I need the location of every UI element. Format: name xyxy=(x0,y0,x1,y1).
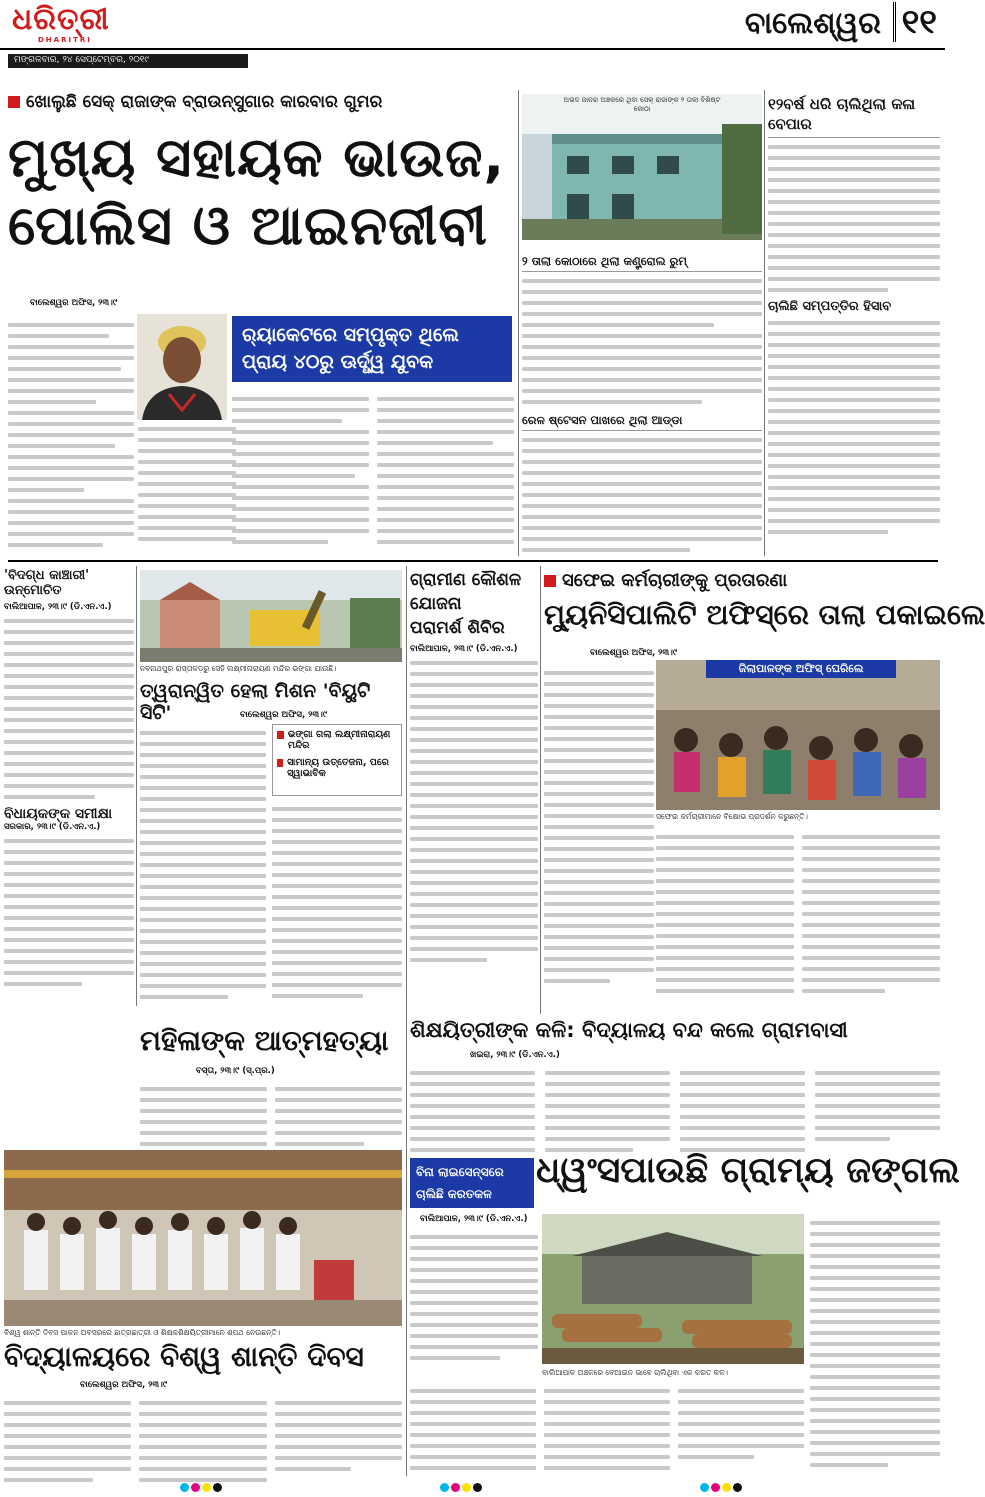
beauty-city-headline-text: ତ୍ୱରାନ୍ୱିତ ହେଲା ମିଶନ 'ବିୟୁଟି ସିଟି' xyxy=(140,680,371,724)
lead-kicker xyxy=(8,92,510,120)
municipal-body-col1 xyxy=(544,664,654,1016)
forest-tag-line2: ଚାଲିଛି କରତକଳ xyxy=(416,1187,492,1201)
side-column xyxy=(768,94,940,554)
school-headline-text: ଶିକ୍ଷୟିତ୍ରୀଙ୍କ କଳି: ବିଦ୍ୟାଳୟ ବନ୍ଦ କଲେ ଗ୍ରାମବାସୀ xyxy=(410,1018,848,1042)
red-square-icon xyxy=(8,96,20,108)
bidhu-dateline: ବାଲିଆପାଳ, ୨୩।୯ (ଡି.ଏନ.ଏ.) xyxy=(4,602,112,612)
cmyk-marks-icon xyxy=(440,1483,482,1492)
school-dateline-text: ଖଇରା, ୨୩।୯ (ଡି.ଏନ.ଏ.) xyxy=(470,1050,560,1060)
protest-caption-text: ସଫେଇ କର୍ମଚାରୀମାନେ ବିକ୍ଷୋଭ ପ୍ରଦର୍ଶନ କରୁଛନ୍ତି। xyxy=(656,812,808,821)
lead-bar-headline xyxy=(232,316,512,382)
peace-day-caption-text: ବିଶ୍ୱ ଶାନ୍ତି ଦିବସ ପାଳନ ଅବସରରେ ଛାତ୍ରଛାତ୍ରୀ ଓ ଶିକ୍ଷକଶିକ୍ଷୟିତ୍ରୀମାନେ ଶପଥ ନେଉଛନ୍ତି। xyxy=(4,1328,281,1337)
masthead xyxy=(0,0,945,50)
municipal-headline-text: ମ୍ୟୁନିସିପାଲିଟି ଅଫିସ୍‌ରେ ତାଲା ପକାଇଲେ xyxy=(544,598,985,631)
column-rule xyxy=(540,566,541,1014)
peace-day-caption xyxy=(4,1328,402,1340)
print-registration-marks xyxy=(0,1478,945,1497)
beauty-tag-1: ଭଙ୍ଗା ଗଲା ଲକ୍ଷ୍ମୀନାରାୟଣ ମନ୍ଦିର xyxy=(287,729,391,751)
page-number: ୧୧ xyxy=(893,2,937,42)
forest-dateline-text: ବାଲିଆପାଳ, ୨୩।୯ (ଡି.ଏନ.ଏ.) xyxy=(420,1214,528,1224)
suicide-body xyxy=(140,1080,402,1146)
protest-caption xyxy=(656,812,940,824)
gramin-headline-2: ଯୋଜନା xyxy=(410,594,462,614)
forest-body-col3 xyxy=(810,1214,940,1476)
gramin-dateline: ବାଲିଆପାଳ, ୨୩।୯ (ଡି.ଏନ.ଏ.) xyxy=(410,644,518,654)
lead-dateline xyxy=(30,298,230,310)
peace-day-dateline xyxy=(80,1380,230,1392)
column-rule xyxy=(406,566,407,1476)
newspaper-logo-sub: DHARITRI xyxy=(38,36,92,44)
forest-body-col2 xyxy=(410,1382,804,1476)
lead-body-col1b xyxy=(8,420,236,554)
suicide-dateline-text: ବସ୍ତା, ୨୩।୯ (ସ୍.ପ୍ର.) xyxy=(196,1066,275,1076)
protest-photo xyxy=(656,660,940,810)
forest-body-col1 xyxy=(410,1228,538,1368)
bidhu-headline-2: ଉନ୍ମୋଚିତ xyxy=(4,583,62,598)
peace-day-headline-text: ବିଦ୍ୟାଳୟରେ ବିଶ୍ୱ ଶାନ୍ତି ଦିବସ xyxy=(4,1340,364,1373)
forest-headline xyxy=(536,1150,960,1210)
lead-bar-line2: ପ୍ରାୟ ୪୦ରୁ ଊର୍ଦ୍ଧ୍ୱ ଯୁବକ xyxy=(242,351,434,373)
red-square-icon xyxy=(277,731,284,739)
beauty-dateline xyxy=(240,710,400,722)
control-room-section xyxy=(522,252,762,552)
bidhu-headline-1: 'ବିଦଗ୍ଧ କାଞ୍ଚାରୀ' xyxy=(4,568,90,583)
lead-body-col2 xyxy=(232,390,514,554)
protest-photo-bar: ଜିଲାପାଳଙ୍କ ଅଫିସ୍ ଘେରିଲେ xyxy=(706,660,896,678)
sawmill-photo xyxy=(542,1214,804,1364)
municipal-dateline-text: ବାଲେଶ୍ୱର ଅଫିସ, ୨୩।୯ xyxy=(590,648,678,658)
peace-day-body xyxy=(4,1394,402,1474)
accused-portrait-photo xyxy=(137,314,227,420)
beauty-tag-2: ସାମାନ୍ୟ ଉତ୍ତେଜନା, ପରେ ସ୍ୱାଭାବିକ xyxy=(287,757,389,779)
school-headline xyxy=(410,1018,940,1048)
gramin-headline-1: ଗ୍ରାମୀଣ କୌଶଳ xyxy=(410,570,522,590)
beauty-body-col2 xyxy=(272,800,402,1024)
red-square-icon xyxy=(544,575,556,587)
demolition-photo xyxy=(140,570,402,662)
lead-dateline-text: ବାଲେଶ୍ୱର ଅଫିସ, ୨୩।୯ xyxy=(30,298,118,308)
sawmill-caption xyxy=(542,1368,804,1380)
suicide-headline-text: ମହିଳାଙ୍କ ଆତ୍ମହତ୍ୟା xyxy=(140,1024,389,1057)
issue-date: ମଙ୍ଗଳବାର, ୨୪ ସେପ୍ଟେମ୍ବର, ୨୦୧୯ xyxy=(8,54,248,68)
lead-bar-line1: ର୍‍ୟାକେଟରେ ସମ୍ପୃକ୍ତ ଥିଲେ xyxy=(242,324,459,346)
peace-day-headline xyxy=(4,1340,404,1378)
lead-headline xyxy=(8,124,516,294)
side-subhead: ଚାଲିଛି ସମ୍ପତ୍ତିର ହିସାବ xyxy=(768,299,892,314)
peace-day-photo xyxy=(4,1150,402,1326)
gramin-headline-3: ପରାମର୍ଶ ଶିବିର xyxy=(410,618,505,638)
demolition-caption-text: ନବନାଥପୁର ରାସ୍ତାକଡ଼ରୁ ସେହି ଲକ୍ଷ୍ମୀନାରାୟଣ ମନ୍ଦିର ଭଙ୍ଗା ଯାଉଛି। xyxy=(140,664,337,673)
beauty-dateline-text: ବାଲେଶ୍ୱର ଅଫିସ, ୨୩।୯ xyxy=(240,710,328,720)
municipal-body-col2 xyxy=(656,828,940,1014)
section-divider xyxy=(8,560,938,562)
edition-name: ବାଲେଶ୍ୱର xyxy=(744,6,881,41)
sawmill-caption-text: ବାଲିଆପାଳ ଅଞ୍ଚଳରେ ବେଆଇନ ଭାବେ ଚାଲିଥିବା ଏକ କରତ କଳ। xyxy=(542,1368,729,1377)
house-photo-caption: ଅଭଦ ଜାନର ଅଞ୍ଚଳରେ ଥିବା ସେକ୍ ରାଜାଙ୍କ ୨ ତାଲା ବିଶିଷ୍ଟ କୋଠା xyxy=(563,96,721,113)
mla-review-headline: ବିଧାୟକଙ୍କ ସମୀକ୍ଷା xyxy=(4,806,113,822)
municipal-kicker-text: ସଫେଇ କର୍ମଚାରୀଙ୍କୁ ପ୍ରତାରଣା xyxy=(562,570,788,591)
gramin-story xyxy=(410,568,538,1028)
beauty-body-col1 xyxy=(140,724,266,1024)
column-rule xyxy=(518,90,519,556)
cmyk-marks-icon xyxy=(180,1483,222,1492)
column-rule xyxy=(136,566,137,1006)
school-dateline xyxy=(470,1050,620,1062)
suicide-dateline xyxy=(196,1066,346,1078)
side-headline: ୧୨ବର୍ଷ ଧରି ଚାଲିଥିଲା କଳା ବେପାର xyxy=(768,94,940,138)
municipal-headline xyxy=(544,598,985,644)
house-photo xyxy=(522,94,762,240)
demolition-caption xyxy=(140,664,402,676)
municipal-dateline xyxy=(590,648,740,660)
peace-day-dateline-text: ବାଲେଶ୍ୱର ଅଫିସ, ୨୩।୯ xyxy=(80,1380,168,1390)
newspaper-logo: ଧରିତ୍ରୀ xyxy=(12,2,110,37)
municipal-kicker xyxy=(544,570,938,596)
lead-headline-line1: ମୁଖ୍ୟ ସହାୟକ ଭାଉଜ, xyxy=(8,126,506,189)
beauty-tag-box xyxy=(272,724,402,796)
bidhu-story xyxy=(4,568,134,1008)
cmyk-marks-icon xyxy=(700,1483,742,1492)
lead-headline-line2: ପୋଲିସ ଓ ଆଇନଜୀବୀ xyxy=(8,194,488,257)
column-rule xyxy=(764,90,765,556)
forest-tag-box xyxy=(410,1158,534,1208)
forest-tag-line1: ବିନା ଲାଇସେନ୍ସରେ xyxy=(416,1165,504,1179)
mla-review-dateline: ସରକାର, ୨୩।୯ (ଡି.ଏନ.ଏ.) xyxy=(4,822,101,832)
red-square-icon xyxy=(277,759,283,767)
station-subhead: ରେଳ ଷ୍ଟେସନ ପାଖରେ ଥିଲା ଆଡ୍ଡା xyxy=(522,411,762,431)
control-room-subhead: ୨ ତାଲା କୋଠାରେ ଥିଲା କଣ୍ଟ୍ରୋଲ ରୁମ୍ xyxy=(522,252,762,272)
forest-headline-text: ଧ୍ୱଂସପାଉଛି ଗ୍ରାମ୍ୟ ଜଙ୍ଗଲ xyxy=(536,1150,960,1191)
lead-kicker-text: ଖୋଲୁଛି ସେକ୍ ରାଜାଙ୍କ ବ୍ରାଉନ୍‌ସୁଗାର କାରବାର ଗୁମର xyxy=(26,92,383,112)
suicide-headline xyxy=(140,1024,402,1064)
school-body xyxy=(410,1064,940,1144)
